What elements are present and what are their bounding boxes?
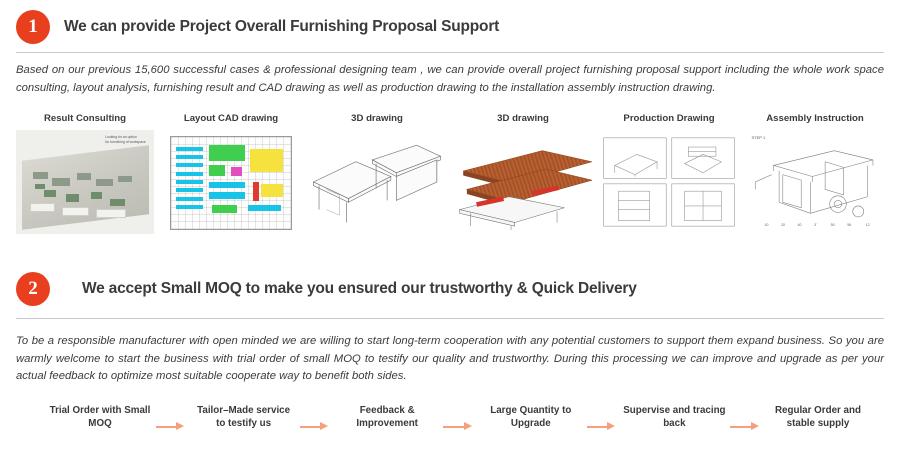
gallery-item xyxy=(162,113,300,234)
section-2-paragraph: To be a responsible manufacturer with open minded we are willing to start long-term cooperation with any potential customers to support them expand business. So you are warmly welcome to start the business with trial order of small MOQ to testify our quality and trustworthy. During this processing we can improve and upgrade as per your actual feedback to optimize most suitable cooperate way to benefit both sides. xyxy=(16,335,884,382)
flow-arrow-icon xyxy=(439,416,479,436)
section-2-number-badge: 2 xyxy=(16,272,50,306)
image-cad-floor-plan xyxy=(162,130,300,234)
gallery-item xyxy=(454,113,592,234)
flow-step-4: Large Quantity to Upgrade xyxy=(490,405,572,430)
flow-step-1: Trial Order with Small MOQ xyxy=(49,405,151,430)
section-2-divider xyxy=(16,318,884,319)
svg-text:10: 10 xyxy=(764,223,769,228)
section-2-header xyxy=(16,272,884,306)
flow-arrow-icon xyxy=(726,416,766,436)
image-production-drawing xyxy=(600,130,738,234)
gallery-caption: Assembly Instruction xyxy=(766,113,864,124)
gallery-caption: 3D drawing xyxy=(497,113,549,124)
desk-drawing-svg xyxy=(308,130,446,234)
image-desk-line-drawing xyxy=(308,130,446,234)
thumbnail-gallery xyxy=(16,113,884,234)
production-drawing-svg xyxy=(600,130,738,234)
gallery-item xyxy=(308,113,446,234)
process-flow xyxy=(48,404,870,436)
gallery-caption: 3D drawing xyxy=(351,113,403,124)
image-assembly-instruction xyxy=(746,130,884,234)
svg-text:20: 20 xyxy=(780,223,786,228)
image-workstation-line-drawing xyxy=(454,130,592,234)
assembly-step-label: STEP 1 xyxy=(751,135,766,141)
section-1-title: We can provide Project Overall Furnishing Proposal Support xyxy=(64,18,500,35)
section-1-header xyxy=(16,10,884,44)
section-project-support xyxy=(16,10,884,234)
section-1-paragraph: Based on our previous 15,600 successful cases & professional designing team , we can provide overall project furnishing proposal support including the whole work space consulting, layout analysis, furnishing result and CAD drawing as well as production drawing to the installation assembly instruction drawing. xyxy=(16,64,884,94)
flow-step-2: Tailor–Made service to testify us xyxy=(197,405,291,430)
svg-text:3': 3' xyxy=(814,223,817,228)
svg-text:56: 56 xyxy=(847,223,852,228)
flow-arrow-icon xyxy=(583,416,623,436)
section-1-divider xyxy=(16,52,884,53)
flow-step-6: Regular Order and stable supply xyxy=(774,405,861,430)
image-3d-office-render xyxy=(16,130,154,234)
gallery-item xyxy=(600,113,738,234)
render-note-text: Looking for an option for furnishing of workspace xyxy=(105,135,146,145)
flow-arrow-icon xyxy=(296,416,336,436)
gallery-caption: Layout CAD drawing xyxy=(183,113,279,124)
assembly-drawing-svg xyxy=(746,130,884,234)
section-small-moq xyxy=(16,272,884,386)
gallery-caption: Result Consulting xyxy=(43,113,127,124)
svg-text:50: 50 xyxy=(830,223,835,228)
gallery-caption: Production Drawing xyxy=(623,113,715,124)
section-1-number-badge: 1 xyxy=(16,10,50,44)
svg-text:12: 12 xyxy=(865,223,870,228)
flow-step-5: Supervise and tracing back xyxy=(623,405,726,430)
svg-text:40: 40 xyxy=(797,223,802,228)
flow-arrow-icon xyxy=(152,416,192,436)
section-2-title: We accept Small MOQ to make you ensured our trustworthy & Quick Delivery xyxy=(82,280,637,297)
gallery-item xyxy=(16,113,154,234)
gallery-item xyxy=(746,113,884,234)
workstation-drawing-svg xyxy=(454,130,592,234)
flow-step-3: Feedback & Improvement xyxy=(356,405,418,430)
